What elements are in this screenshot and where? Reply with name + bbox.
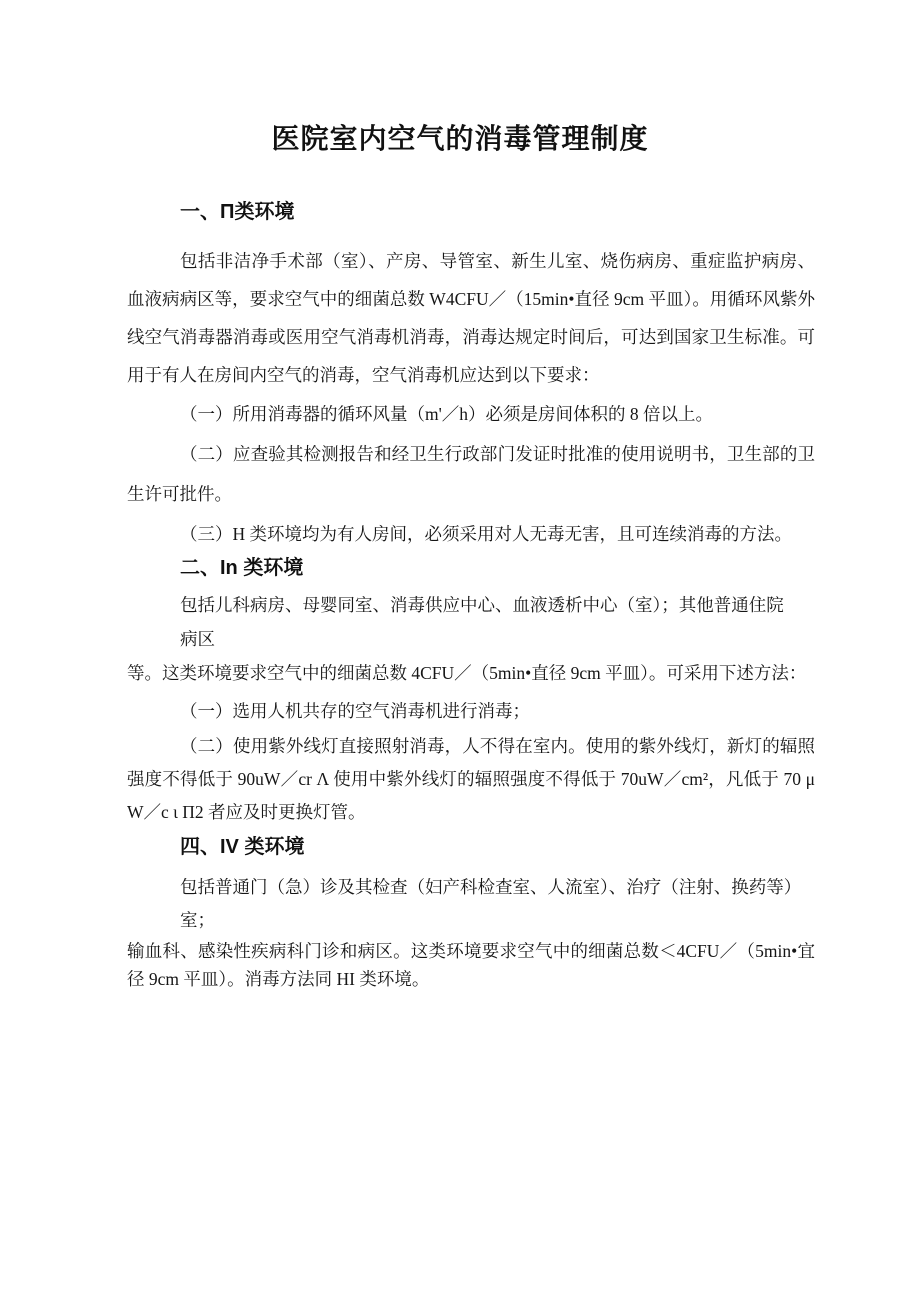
section-2-paragraph-5: （二）使用紫外线灯直接照射消毒，人不得在室内。使用的紫外线灯，新灯的辐照强度不得低于 90uW／cr Λ 使用中紫外线灯的辐照强度不得低于 70uW／cm²，凡低于 70 μ W／c ι Π2 者应及时更换灯管。 bbox=[127, 736, 815, 822]
section-2-paragraph-3: 等。这类环境要求空气中的细菌总数 4CFU／（5min•直径 9cm 平皿）。可采用下述方法： bbox=[127, 663, 807, 683]
document-body bbox=[127, 198, 815, 993]
section-3-paragraph-3: 输血科、感染性疾病科门诊和病区。这类环境要求空气中的细菌总数＜4CFU／（5min•宜径 9cm 平皿）。消毒方法同 HI 类环境。 bbox=[127, 941, 815, 989]
section-3-paragraph-2: 室； bbox=[180, 910, 215, 930]
document-title: 医院室内空气的消毒管理制度 bbox=[271, 123, 649, 154]
section-3-heading: 四、IV 类环境 bbox=[180, 836, 305, 858]
section-2-heading: 二、In 类环境 bbox=[180, 557, 304, 579]
section-1-paragraph-4: （三）H 类环境均为有人房间，必须采用对人无毒无害，且可连续消毒的方法。 bbox=[180, 524, 793, 544]
section-2 bbox=[127, 554, 815, 829]
section-2-paragraph-1: 包括儿科病房、母婴同室、消毒供应中心、血液透析中心（室）；其他普通住院 bbox=[180, 595, 784, 615]
section-2-paragraph-4: （一）选用人机共存的空气消毒机进行消毒； bbox=[180, 701, 530, 721]
section-1-paragraph-3: （二）应查验其检测报告和经卫生行政部门发证时批准的使用说明书，卫生部的卫生许可批件。 bbox=[127, 444, 815, 504]
section-2-paragraph-2: 病区 bbox=[180, 629, 215, 649]
section-1 bbox=[127, 198, 815, 554]
section-1-heading: 一、Π类环境 bbox=[180, 201, 295, 223]
section-3 bbox=[127, 833, 815, 993]
section-3-paragraph-1: 包括普通门（急）诊及其检查（妇产科检查室、人流室）、治疗（注射、换药等） bbox=[180, 877, 802, 897]
section-1-paragraph-2: （一）所用消毒器的循环风量（m'／h）必须是房间体积的 8 倍以上。 bbox=[180, 404, 714, 424]
section-1-paragraph-1: 包括非洁净手术部（室）、产房、导管室、新生儿室、烧伤病房、重症监护病房、血液病病区等，要求空气中的细菌总数 W4CFU／（15min•直径 9cm 平皿）。用循环风紫外线空气消毒器消毒或医用空气消毒机消毒，消毒达规定时间后，可达到国家卫生标准。可用于有人在房间内空气的消毒，空气消毒机应达到以下要求： bbox=[127, 251, 815, 385]
